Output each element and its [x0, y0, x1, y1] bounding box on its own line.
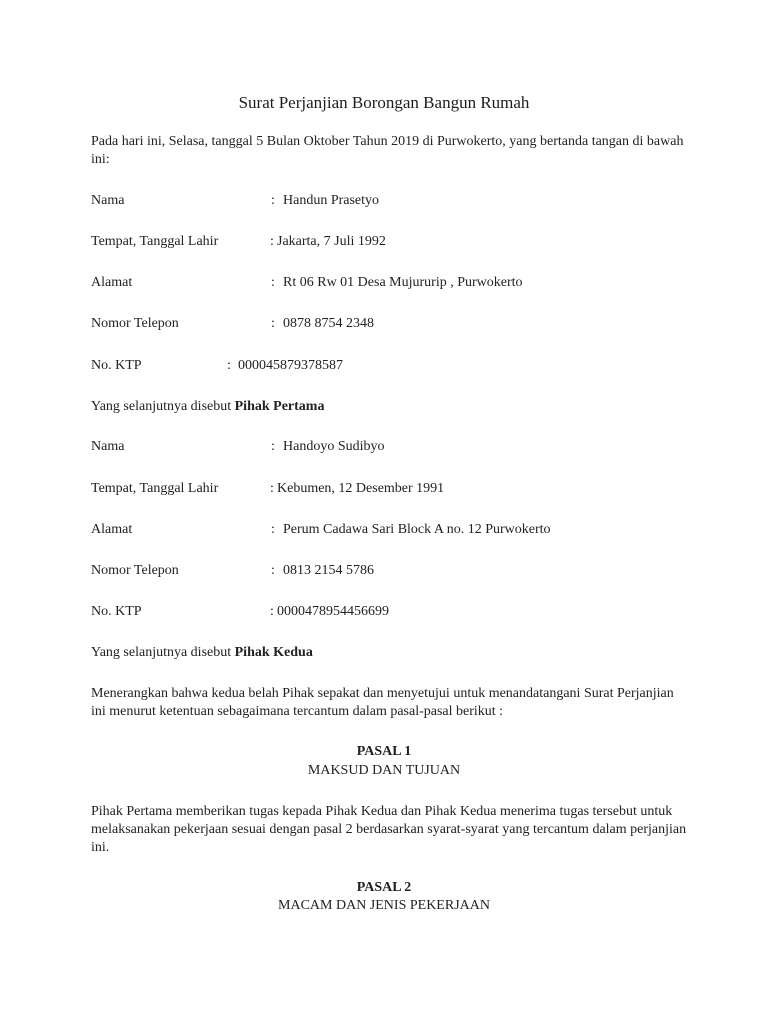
p2-telepon-colon: : — [271, 563, 275, 578]
p2-nama-label: Nama — [91, 439, 125, 454]
p2-nama-colon: : — [271, 439, 275, 454]
p1-telepon-value: 0878 8754 2348 — [283, 316, 374, 331]
p1-ttl-value: Jakarta, 7 Juli 1992 — [277, 234, 386, 249]
pasal1-subheading: MAKSUD DAN TUJUAN — [307, 763, 461, 778]
p2-alamat-row — [91, 521, 691, 539]
pasal2-subheading: MACAM DAN JENIS PEKERJAAN — [278, 898, 490, 913]
document-title: Surat Perjanjian Borongan Bangun Rumah — [238, 93, 530, 112]
p1-alamat-colon: : — [271, 275, 275, 290]
p1-ttl-colon: : — [270, 234, 274, 249]
p2-ttl-label: Tempat, Tanggal Lahir — [91, 481, 219, 496]
p1-closing — [91, 398, 691, 416]
p2-nama-value: Handoyo Sudibyo — [283, 439, 385, 454]
p1-ktp-value: 000045879378587 — [238, 358, 343, 373]
p2-ttl-value: Kebumen, 12 Desember 1991 — [277, 481, 445, 496]
menerangkan-paragraph: Menerangkan bahwa kedua belah Pihak sepakat dan menyetujui untuk menandatangani Surat Perjanjian ini menurut ketentuan sebagaimana tercantum dalam pasal-pasal berikut : — [91, 686, 674, 719]
p2-telepon-value: 0813 2154 5786 — [283, 563, 374, 578]
p2-alamat-label: Alamat — [91, 522, 133, 537]
p2-closing-prefix: Yang selanjutnya disebut — [91, 645, 235, 660]
p1-telepon-row — [91, 315, 691, 333]
p2-ktp-value: 0000478954456699 — [277, 604, 389, 619]
p1-alamat-label: Alamat — [91, 275, 133, 290]
p1-telepon-colon: : — [271, 316, 275, 331]
p2-closing — [91, 644, 691, 662]
p2-ktp-row — [91, 603, 691, 621]
p2-alamat-value: Perum Cadawa Sari Block A no. 12 Purwokerto — [283, 522, 551, 537]
p2-ktp-label: No. KTP — [91, 604, 142, 619]
p2-telepon-label: Nomor Telepon — [91, 563, 179, 578]
p2-closing-bold: Pihak Kedua — [234, 645, 313, 660]
p1-closing-bold: Pihak Pertama — [234, 399, 325, 414]
pasal1-body: Pihak Pertama memberikan tugas kepada Pihak Kedua dan Pihak Kedua menerima tugas tersebut untuk melaksanakan pekerjaan sesuai dengan pasal 2 berdasarkan syarat-syarat yang tercantum dalam perjanjian ini. — [91, 804, 687, 855]
p2-ttl-colon: : — [270, 481, 274, 496]
p1-nama-row — [91, 192, 691, 210]
p1-ktp-label: No. KTP — [91, 358, 142, 373]
p2-alamat-colon: : — [271, 522, 275, 537]
pasal1-heading: PASAL 1 — [356, 744, 412, 759]
pasal2-heading: PASAL 2 — [356, 880, 412, 895]
p1-ttl-label: Tempat, Tanggal Lahir — [91, 234, 219, 249]
p2-ktp-colon: : — [270, 604, 274, 619]
p1-telepon-label: Nomor Telepon — [91, 316, 179, 331]
p1-closing-prefix: Yang selanjutnya disebut — [91, 399, 235, 414]
p2-telepon-row — [91, 562, 691, 580]
intro-paragraph: Pada hari ini, Selasa, tanggal 5 Bulan Oktober Tahun 2019 di Purwokerto, yang bertanda tangan di bawah ini: — [91, 134, 684, 167]
p1-nama-colon: : — [271, 193, 275, 208]
p1-ttl-row — [91, 233, 691, 251]
p2-nama-row — [91, 438, 691, 456]
p1-alamat-value: Rt 06 Rw 01 Desa Mujururip , Purwokerto — [283, 275, 523, 290]
p1-ktp-colon: : — [227, 358, 231, 373]
p1-ktp-row — [91, 357, 691, 375]
p1-nama-label: Nama — [91, 193, 125, 208]
p2-ttl-row — [91, 480, 691, 498]
p1-nama-value: Handun Prasetyo — [283, 193, 380, 208]
p1-alamat-row — [91, 274, 691, 292]
